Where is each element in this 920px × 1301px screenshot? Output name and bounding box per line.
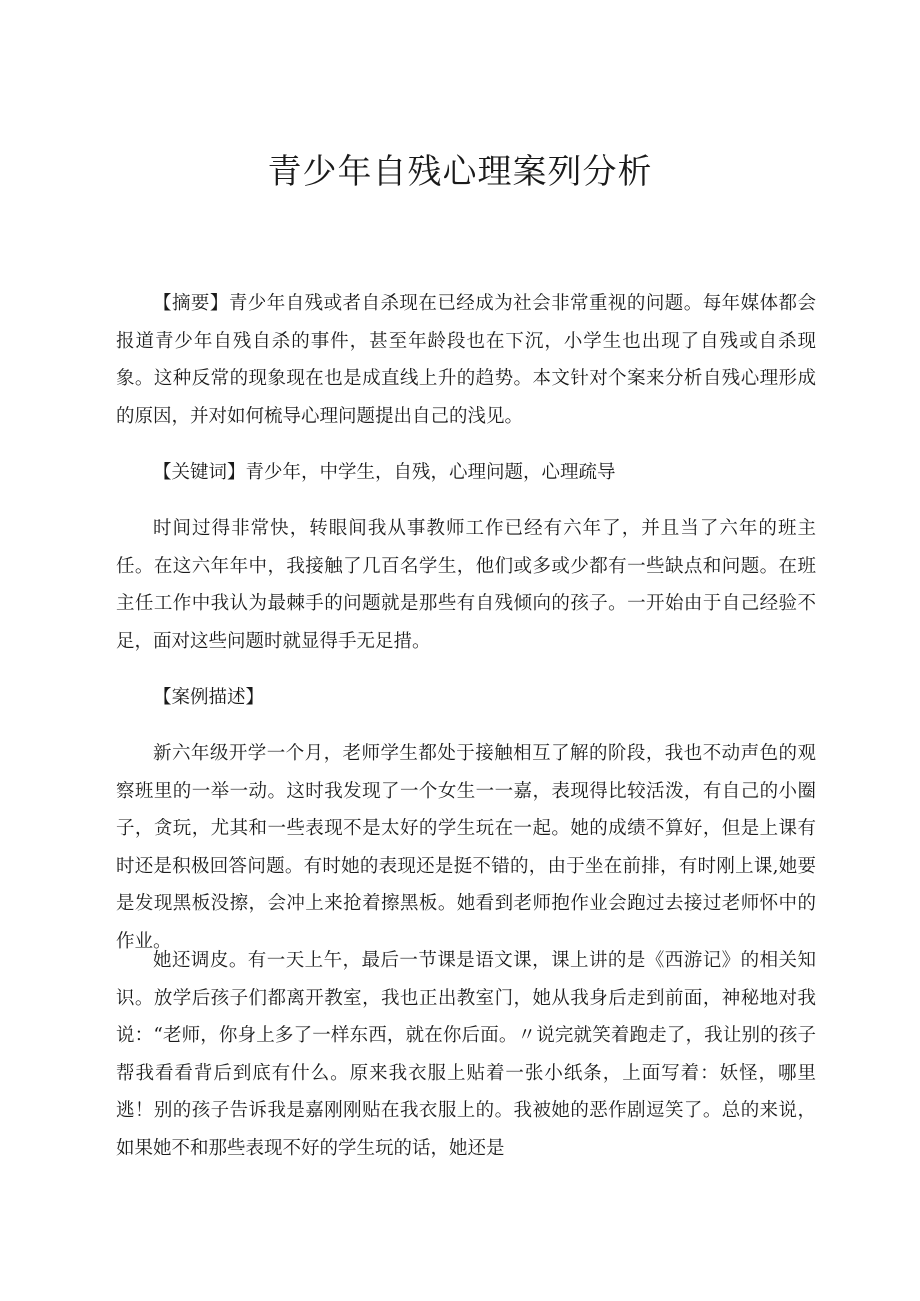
abstract-paragraph: 【摘要】青少年自残或者自杀现在已经成为社会非常重视的问题。每年媒体都会报道青少年自残自杀的事件，甚至年龄段也在下沉，小学生也出现了自残或自杀现象。这种反常的现象现在也是成直线上升的趋势。本文针对个案来分析自残心理形成的原因，并对如何梳导心理问题提出自己的浅见。 <box>116 293 816 427</box>
keywords-paragraph: 【关键词】青少年，中学生，自残，心理问题，心理疏导 <box>153 462 616 483</box>
case-description-heading: 【案例描述】 <box>153 687 265 708</box>
case-paragraph-2: 她还调皮。有一天上午，最后一节课是语文课，课上讲的是《西游记》的相关知识。放学后孩子们都离开教室，我也正出教室门，她从我身后走到前面，神秘地对我说：“老师，你身上多了一样东西，就在你后面。〃说完就笑着跑走了，我让别的孩子帮我看看背后到底有什么。原来我衣服上贴着一张小纸条，上面写着：妖怪，哪里逃！别的孩子告诉我是嘉刚刚贴在我衣服上的。我被她的恶作剧逗笑了。总的来说，如果她不和那些表现不好的学生玩的话，她还是 <box>116 950 816 1159</box>
intro-paragraph: 时间过得非常快，转眼间我从事教师工作已经有六年了，并且当了六年的班主任。在这六年年中，我接触了几百名学生，他们或多或少都有一些缺点和问题。在班主任工作中我认为最棘手的问题就是那些有自残倾向的孩子。一开始由于自己经验不足，面对这些问题时就显得手无足措。 <box>116 518 816 652</box>
case-paragraph-1: 新六年级开学一个月，老师学生都处于接触相互了解的阶段，我也不动声色的观察班里的一举一动。这时我发现了一个女生一一嘉，表现得比较活泼，有自己的小圈子，贪玩，尤其和一些表现不是太好的学生玩在一起。她的成绩不算好，但是上课有时还是积极回答问题。有时她的表现还是挺不错的，由于坐在前排，有时刚上课,她要是发现黑板没擦，会冲上来抢着擦黑板。她看到老师抱作业会跑过去接过老师怀中的作业。 <box>116 743 816 952</box>
document-title: 青少年自残心理案列分析 <box>267 152 653 192</box>
